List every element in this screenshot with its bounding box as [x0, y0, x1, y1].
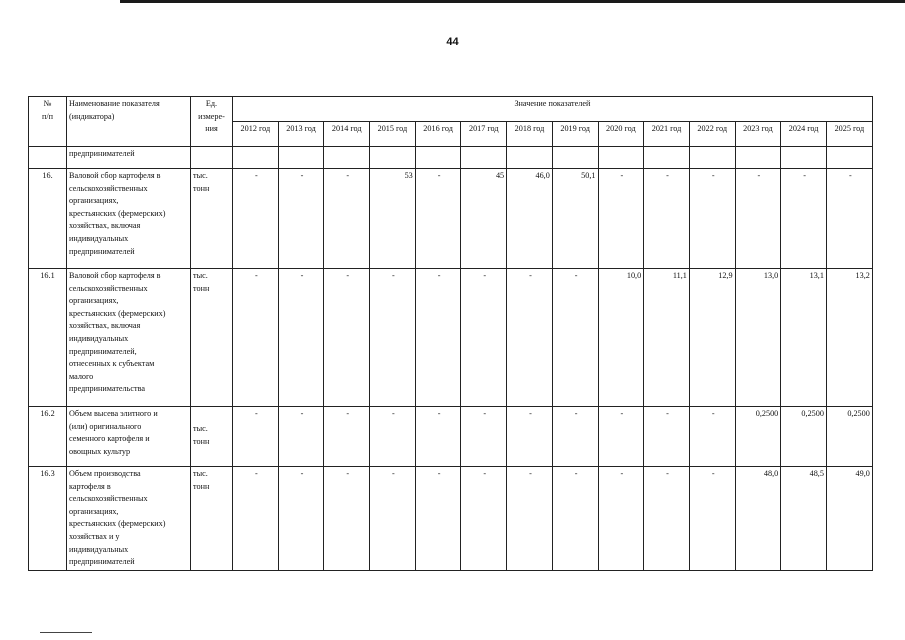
table-body — [29, 147, 873, 571]
indicator-name: Объем производства картофеля в сельскохозяйственных организациях, крестьянских (фермерских) хозяйствах и у индивидуальных предпринимателей — [67, 467, 191, 571]
indicator-value: - — [415, 407, 461, 467]
indicator-value: - — [370, 407, 416, 467]
unit-of-measure: тыс. тонн — [191, 169, 233, 269]
indicator-value: - — [644, 169, 690, 269]
indicator-value — [461, 147, 507, 169]
indicator-value: 49,0 — [826, 467, 872, 571]
unit-of-measure: тыс. тонн — [191, 467, 233, 571]
indicator-value: - — [689, 467, 735, 571]
indicator-value: - — [781, 169, 827, 269]
indicator-value: 11,1 — [644, 269, 690, 407]
indicator-value: - — [278, 467, 324, 571]
indicator-value: 10,0 — [598, 269, 644, 407]
table-row — [29, 407, 873, 467]
indicator-value: 46,0 — [507, 169, 553, 269]
indicator-value — [826, 147, 872, 169]
row-number: 16.1 — [29, 269, 67, 407]
column-header-year: 2012 год — [233, 122, 279, 147]
column-header-year: 2025 год — [826, 122, 872, 147]
indicator-value — [552, 147, 598, 169]
indicator-value: - — [233, 407, 279, 467]
indicator-value: - — [735, 169, 781, 269]
indicator-name: Объем высева элитного и (или) оригинального семенного картофеля и овощных культур — [67, 407, 191, 467]
indicator-name: Валовой сбор картофеля в сельскохозяйственных организациях, крестьянских (фермерских) хозяйствах, включая индивидуальных предпринимателей, отнесенных к субъектам малого предпринимательства — [67, 269, 191, 407]
table-row — [29, 269, 873, 407]
indicator-value — [735, 147, 781, 169]
indicator-value: - — [507, 407, 553, 467]
indicator-value: - — [689, 169, 735, 269]
indicator-value: - — [552, 407, 598, 467]
column-header-year: 2019 год — [552, 122, 598, 147]
row-number: 16.3 — [29, 467, 67, 571]
column-header-year: 2018 год — [507, 122, 553, 147]
indicator-value: - — [552, 467, 598, 571]
indicator-value: - — [461, 467, 507, 571]
column-header-name: Наименование показателя (индикатора) — [67, 97, 191, 147]
indicator-value: 0,2500 — [781, 407, 827, 467]
column-header-year: 2021 год — [644, 122, 690, 147]
indicator-value: - — [507, 269, 553, 407]
indicator-value: 50,1 — [552, 169, 598, 269]
column-header-unit: Ед. измере- ния — [191, 97, 233, 147]
indicator-name: предпринимателей — [67, 147, 191, 169]
indicator-value: - — [278, 169, 324, 269]
indicator-value: 12,9 — [689, 269, 735, 407]
indicator-value: 0,2500 — [735, 407, 781, 467]
column-header-year: 2017 год — [461, 122, 507, 147]
indicator-value: - — [415, 169, 461, 269]
indicator-value: 13,0 — [735, 269, 781, 407]
indicator-value — [507, 147, 553, 169]
indicator-value: - — [370, 269, 416, 407]
indicator-value — [278, 147, 324, 169]
indicator-value: - — [415, 467, 461, 571]
indicator-value: - — [598, 467, 644, 571]
indicators-table — [28, 96, 873, 571]
indicator-value: - — [598, 169, 644, 269]
row-number: 16.2 — [29, 407, 67, 467]
indicator-value: 48,5 — [781, 467, 827, 571]
indicator-value: - — [644, 467, 690, 571]
indicator-value: 45 — [461, 169, 507, 269]
indicator-value — [598, 147, 644, 169]
unit-of-measure: тыс. тонн — [191, 407, 233, 467]
table-row — [29, 467, 873, 571]
indicator-value — [324, 147, 370, 169]
column-header-year: 2022 год — [689, 122, 735, 147]
table-row — [29, 169, 873, 269]
table-row — [29, 147, 873, 169]
column-header-year: 2014 год — [324, 122, 370, 147]
column-header-year: 2013 год — [278, 122, 324, 147]
indicator-value: - — [644, 407, 690, 467]
column-header-year: 2016 год — [415, 122, 461, 147]
unit-of-measure: тыс. тонн — [191, 269, 233, 407]
row-number — [29, 147, 67, 169]
indicator-value: 13,2 — [826, 269, 872, 407]
indicator-value: - — [507, 467, 553, 571]
indicator-value: - — [552, 269, 598, 407]
indicator-value: - — [233, 467, 279, 571]
column-header-year: 2015 год — [370, 122, 416, 147]
indicator-value — [415, 147, 461, 169]
indicator-value — [781, 147, 827, 169]
column-header-values: Значение показателей — [233, 97, 873, 122]
indicator-value: - — [324, 467, 370, 571]
row-number: 16. — [29, 169, 67, 269]
indicator-value: - — [689, 407, 735, 467]
indicator-value — [233, 147, 279, 169]
indicator-name: Валовой сбор картофеля в сельскохозяйственных организациях, крестьянских (фермерских) хозяйствах, включая индивидуальных предпринимателей — [67, 169, 191, 269]
indicator-value: - — [415, 269, 461, 407]
indicator-value: - — [233, 169, 279, 269]
indicator-value: 0,2500 — [826, 407, 872, 467]
indicator-value: 48,0 — [735, 467, 781, 571]
column-header-year: 2020 год — [598, 122, 644, 147]
column-header-year: 2023 год — [735, 122, 781, 147]
unit-of-measure — [191, 147, 233, 169]
indicator-value: - — [324, 169, 370, 269]
page-top-edge — [120, 0, 905, 3]
indicator-value: - — [278, 269, 324, 407]
indicator-value: - — [324, 407, 370, 467]
indicator-value: - — [598, 407, 644, 467]
indicator-value: 13,1 — [781, 269, 827, 407]
indicator-value: - — [461, 269, 507, 407]
indicator-value: 53 — [370, 169, 416, 269]
indicator-value: - — [233, 269, 279, 407]
page-number: 44 — [446, 36, 459, 48]
indicator-value: - — [370, 467, 416, 571]
indicator-value — [689, 147, 735, 169]
indicator-value — [370, 147, 416, 169]
indicator-value — [644, 147, 690, 169]
indicator-value: - — [461, 407, 507, 467]
column-header-year: 2024 год — [781, 122, 827, 147]
indicator-value: - — [324, 269, 370, 407]
header-row-top — [29, 97, 873, 122]
page-bottom-mark — [40, 632, 92, 633]
indicator-value: - — [826, 169, 872, 269]
column-header-number: № п/п — [29, 97, 67, 147]
indicator-value: - — [278, 407, 324, 467]
